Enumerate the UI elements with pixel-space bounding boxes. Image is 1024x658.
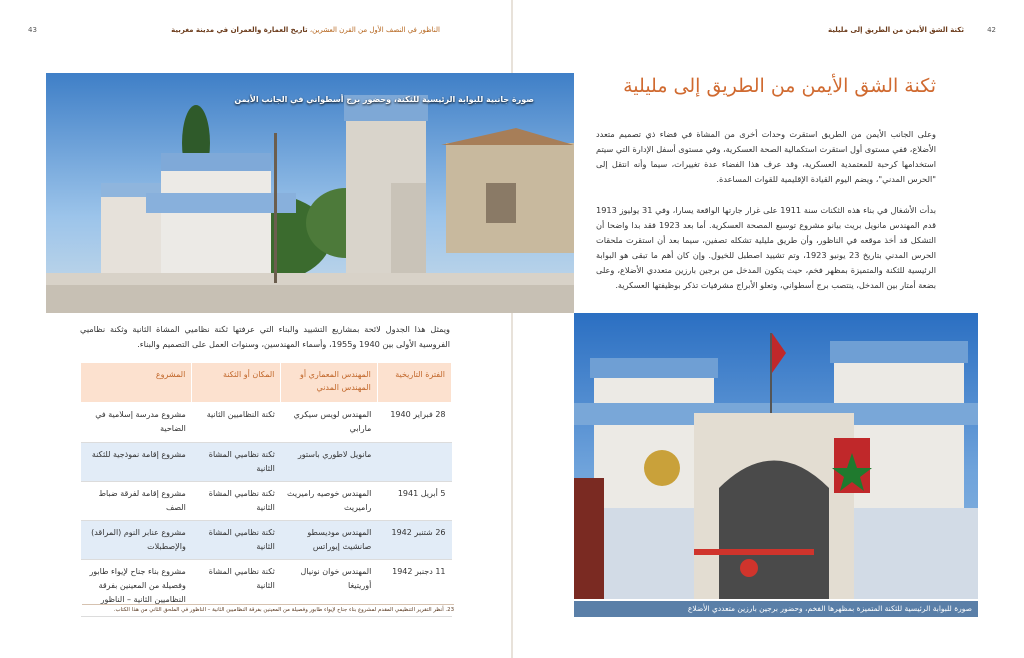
paragraph-2: بدأت الأشغال في بناء هذه الثكنات سنة 1911 على غرار جارتها الواقعة يسارا، وفي 31 يوليوز 1913 قدم المهندس مانويل بريث بيانو مشروع توسيع المصحة العسكرية. أما بعد 1923 فقد بدا واضحا أن التشكل قد أخذ موقعه في الناظور، وأن طريق مليلية تشكله تصفين، سيما بعد أن استقرت ملحقات الحرس المدني بتاريخ 23 يونيو 1923، وتم تشييد اصطبل للخيول. وإن كان أهم ما تبقى هو البوابة الرئيسية للثكنة والمتميزة بمظهر فخم، حيث يتكون المدخل من برجين بارزين متعددي الأضلاع، وعلى بضعة أمتار بين المدخل، ينتصب برج أسطواني، وتعلو الأبراج مشرفيات تذكر بوظيفتها العسكرية. xyxy=(596,205,936,290)
table-header-row xyxy=(81,363,452,403)
cell-period: 11 دجنبر 1942 xyxy=(377,560,451,617)
cell-place: ثكنة نظاميي المشاة الثانية xyxy=(192,482,281,521)
cell-project: مشروع عنابر النوم (المراقد) والإصطبلات xyxy=(81,521,192,560)
header-period: الفترة التاريخية xyxy=(377,363,451,403)
cell-place: ثكنة النظاميين الثانية xyxy=(192,403,281,443)
cell-period: 28 فبراير 1940 xyxy=(377,403,451,443)
cell-engineer: المهندس خوصيه راميريث راميريث xyxy=(281,482,377,521)
table-row xyxy=(81,443,452,482)
paragraph-1: وعلى الجانب الأيمن من الطريق استقرت وحدات أخرى من المشاة في فضاء ذي تصميم متعدد الأضلاع، ففي مستوى أول استقرت استكمالية الصحة العسكرية، وفي مستوى أسفل الإدارة التي سيتم استخدامها كرحبة للمعتمدية العسكرية، وقد عرف هذا الفضاء عدة تغييرات، سيما وأنه انتقل إلى "الحرس المدني"، ويضم اليوم القيادة الإقليمية للقوات المساعدة. xyxy=(596,129,936,184)
table-row xyxy=(81,482,452,521)
cell-engineer: المهندس خوان نونيال أوريتيغا xyxy=(281,560,377,617)
header-place: المكان أو الثكنة xyxy=(192,363,281,403)
cell-engineer: المهندس لويس سيكري مارابي xyxy=(281,403,377,443)
running-head-chapter: الناظور في النصف الأول من القرن العشرين، xyxy=(309,26,440,34)
cell-project: مشروع إقامة نموذجية للثكنة xyxy=(81,443,192,482)
cell-project: مشروع بناء جناح لإيواء طابور وفصيلة من المعينين بفرقة النظاميين الثانية – الناظور xyxy=(81,560,192,617)
cell-project: مشروع إقامة لفرقة ضباط الصف xyxy=(81,482,192,521)
running-head-book: تاريخ العمارة والعمران في مدينة مغربية xyxy=(171,26,308,34)
running-head-left xyxy=(60,26,440,34)
bottom-photo-caption: صورة للبوابة الرئيسية للثكنة المتميزة بمظهرها الفخم، وحضور برجين بارزين متعددي الأضلاع xyxy=(574,601,978,617)
cell-place: ثكنة نظاميي المشاة الثانية xyxy=(192,560,281,617)
cell-engineer: مانويل لاطوري باستور xyxy=(281,443,377,482)
top-photo-caption: صورة جانبية للبوابة الرئيسية للثكنة، وحضور برج أسطواني في الجانب الأيمن xyxy=(234,95,534,104)
cell-place: ثكنة نظاميي المشاة الثانية xyxy=(192,521,281,560)
barracks-side-illustration xyxy=(46,73,574,313)
cell-period xyxy=(377,443,451,482)
cell-project: مشروع مدرسة إسلامية في الضاحية xyxy=(81,403,192,443)
table-intro: ويمثل هذا الجدول لائحة بمشاريع التشييد والبناء التي عرفتها ثكنة نظاميي المشاة الثانية وثكنة نظاميي الفروسية الأولى بين 1940 و1955، وأسماء المهندسين، وسنوات العمل على التصميم والبناء. xyxy=(80,324,450,349)
main-gate-illustration xyxy=(574,313,978,599)
footnote: 23. أنظر التقرير التنظيمي المقدم لمشروع بناء جناح لإيواء طابور وفصيلة من المعينين بفرقة النظاميين الثانية – الناظور في الملحق الثاني من هذا الكتاب. xyxy=(82,604,454,613)
running-head-right: ثكنة الشق الأيمن من الطريق إلى مليلية xyxy=(827,26,964,34)
main-gate-photo xyxy=(574,313,978,599)
cell-place: ثكنة نظاميي المشاة الثانية xyxy=(192,443,281,482)
table-row xyxy=(81,521,452,560)
cell-period: 5 أبريل 1941 xyxy=(377,482,451,521)
barracks-side-photo xyxy=(46,73,574,313)
projects-table xyxy=(80,362,452,617)
page-number-right: 42 xyxy=(987,26,996,34)
page-number-left: 43 xyxy=(28,26,37,34)
header-project: المشروع xyxy=(81,363,192,403)
page-title: ثكنة الشق الأيمن من الطريق إلى مليلية xyxy=(623,75,936,97)
header-engineer: المهندس المعماري أو المهندس المدني xyxy=(281,363,377,403)
table-row xyxy=(81,403,452,443)
cell-engineer: المهندس موديسطو صانشيث إيوراتس xyxy=(281,521,377,560)
cell-period: 26 شتنبر 1942 xyxy=(377,521,451,560)
